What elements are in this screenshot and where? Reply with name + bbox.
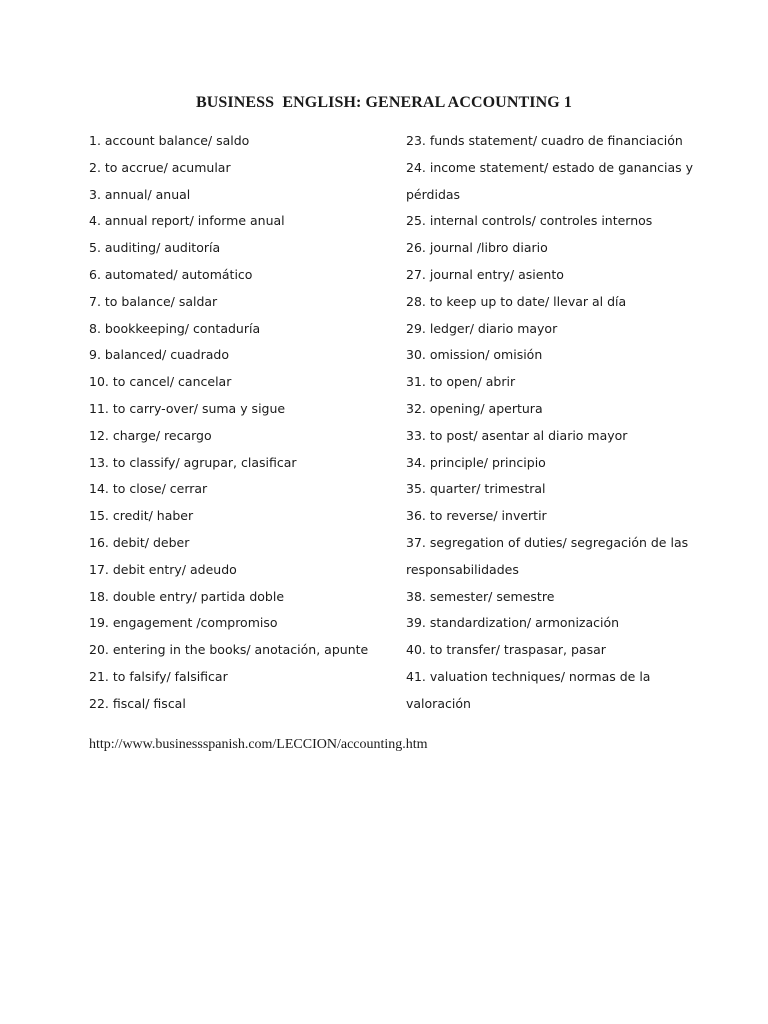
vocabulary-item: 15. credit/ haber: [89, 508, 194, 524]
vocabulary-item: 10. to cancel/ cancelar: [89, 374, 232, 390]
vocabulary-item: 36. to reverse/ invertir: [406, 508, 547, 524]
vocabulary-item: 41. valuation techniques/ normas de la: [406, 668, 651, 684]
vocabulary-item: 37. segregation of duties/ segregación de las: [406, 534, 689, 550]
vocabulary-item: 33. to post/ asentar al diario mayor: [406, 427, 628, 443]
vocabulary-item: 8. bookkeeping/ contaduría: [89, 320, 261, 336]
vocabulary-item: 18. double entry/ partida doble: [89, 588, 285, 604]
vocabulary-item: 38. semester/ semestre: [406, 588, 555, 604]
vocabulary-item: 28. to keep up to date/ llevar al día: [406, 293, 627, 309]
vocabulary-item: 24. income statement/ estado de ganancias y: [406, 159, 694, 175]
vocabulary-item: valoración: [406, 695, 471, 711]
vocabulary-item: 30. omission/ omisión: [406, 347, 543, 363]
vocabulary-item: pérdidas: [406, 186, 461, 202]
vocabulary-item: 27. journal entry/ asiento: [406, 266, 564, 282]
vocabulary-item: 21. to falsify/ falsificar: [89, 668, 228, 684]
vocabulary-item: 26. journal /libro diario: [406, 240, 548, 256]
vocabulary-item: 20. entering in the books/ anotación, apunte: [89, 642, 369, 658]
vocabulary-item: 16. debit/ deber: [89, 534, 190, 550]
vocabulary-item: 7. to balance/ saldar: [89, 293, 218, 309]
vocabulary-item: 34. principle/ principio: [406, 454, 546, 470]
vocabulary-item: 9. balanced/ cuadrado: [89, 347, 230, 363]
vocabulary-list-left: [89, 128, 389, 718]
vocabulary-item: 14. to close/ cerrar: [89, 481, 208, 497]
vocabulary-item: 1. account balance/ saldo: [89, 133, 250, 148]
vocabulary-item: 32. opening/ apertura: [406, 400, 543, 416]
vocabulary-item: 40. to transfer/ traspasar, pasar: [406, 642, 606, 658]
vocabulary-item: 25. internal controls/ controles internos: [406, 213, 653, 229]
vocabulary-item: 17. debit entry/ adeudo: [89, 561, 237, 577]
vocabulary-item: 3. annual/ anual: [89, 186, 191, 202]
vocabulary-item: 23. funds statement/ cuadro de financiación: [406, 133, 683, 148]
vocabulary-item: 19. engagement /compromiso: [89, 615, 278, 631]
vocabulary-item: 4. annual report/ informe anual: [89, 213, 285, 229]
vocabulary-item: 13. to classify/ agrupar, clasificar: [89, 454, 297, 470]
vocabulary-item: 12. charge/ recargo: [89, 427, 212, 443]
vocabulary-item: 22. fiscal/ fiscal: [89, 695, 186, 711]
vocabulary-item: 29. ledger/ diario mayor: [406, 320, 558, 336]
vocabulary-item: 5. auditing/ auditoría: [89, 240, 221, 256]
vocabulary-item: 2. to accrue/ acumular: [89, 159, 231, 175]
vocabulary-item: 11. to carry-over/ suma y sigue: [89, 400, 286, 416]
vocabulary-item: 35. quarter/ trimestral: [406, 481, 546, 497]
vocabulary-item: responsabilidades: [406, 561, 519, 577]
vocabulary-item: 39. standardization/ armonización: [406, 615, 620, 631]
vocabulary-item: 6. automated/ automático: [89, 266, 253, 282]
vocabulary-item: 31. to open/ abrir: [406, 374, 516, 390]
document-title: BUSINESS ENGLISH: GENERAL ACCOUNTING 1: [196, 94, 572, 111]
vocabulary-list-right: [406, 128, 706, 718]
source-link[interactable]: http://www.businessspanish.com/LECCION/accounting.htm: [89, 737, 428, 752]
